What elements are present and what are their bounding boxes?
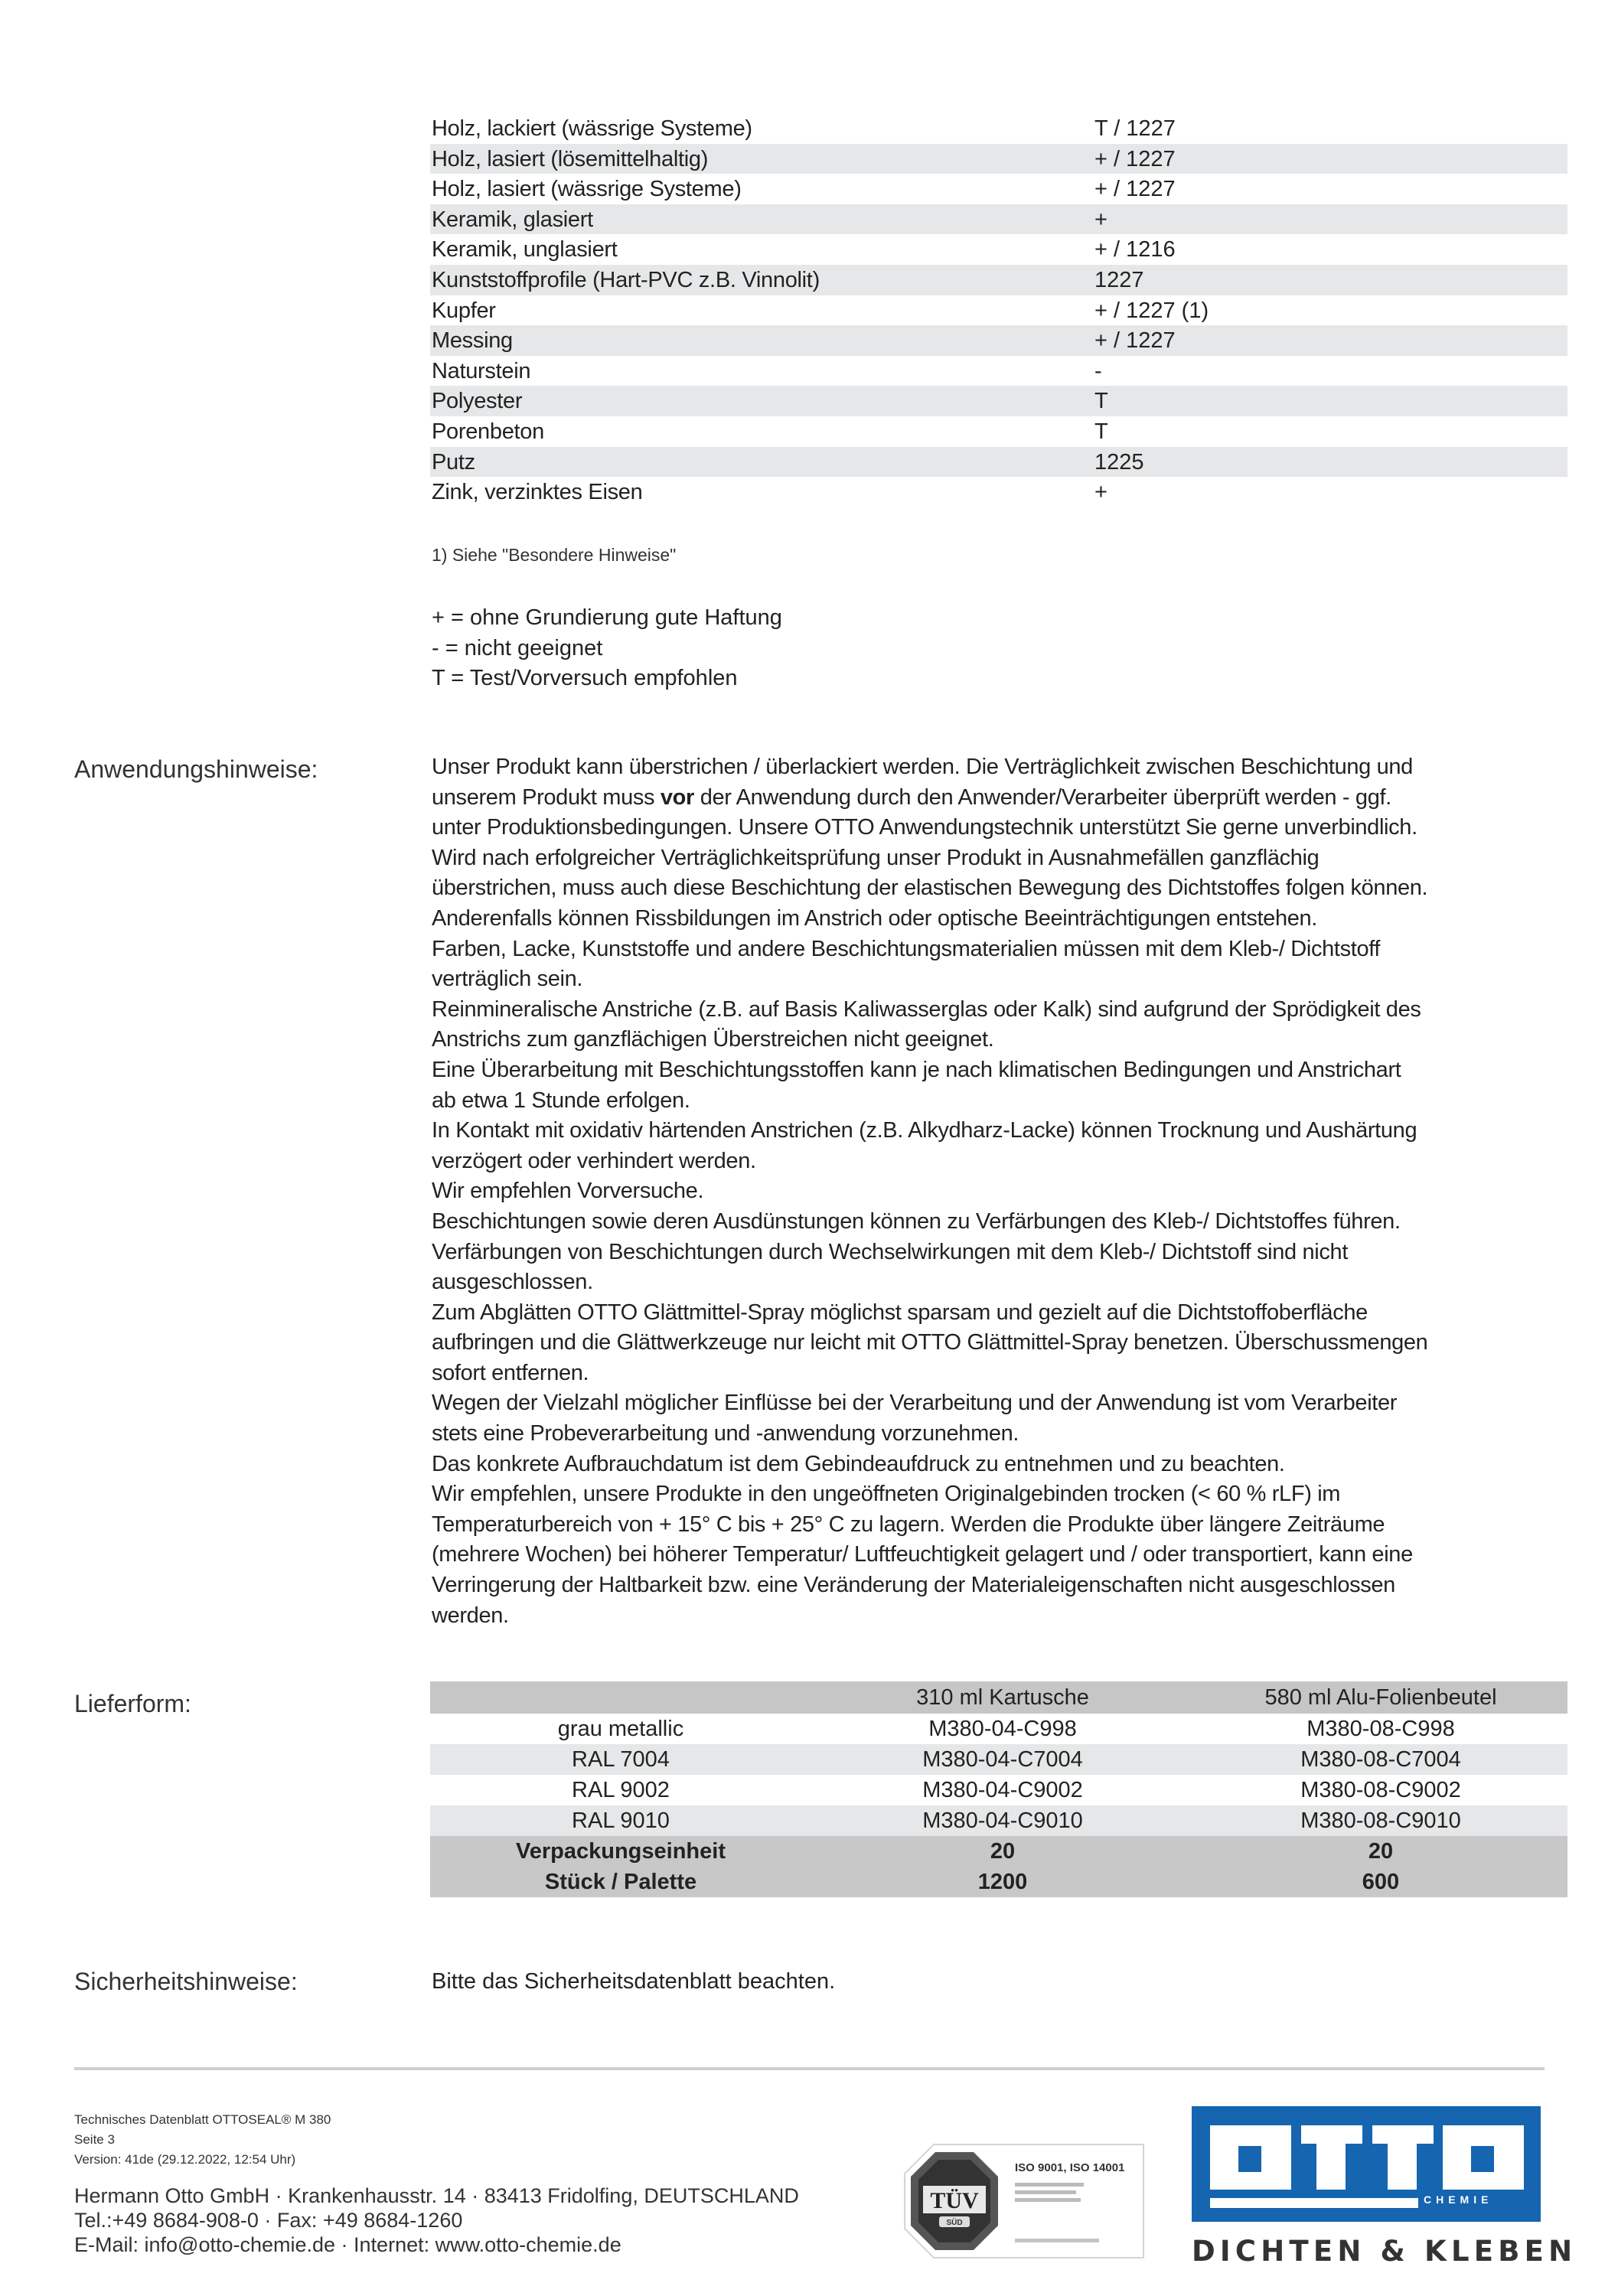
substrate-rating: - [1094,358,1102,383]
table-row [430,1805,1567,1836]
table-cell [430,1681,811,1714]
substrate-rating: 1225 [1094,449,1144,475]
text-line: aufbringen und die Glättwerkzeuge nur leicht mit OTTO Glättmittel-Spray benetzen. Überschussmengen [432,1330,1428,1355]
substrate-material: Kunststoffprofile (Hart-PVC z.B. Vinnolit) [432,267,820,292]
substrate-material: Naturstein [432,358,531,383]
substrate-rating: T [1094,419,1108,444]
section-label-sicherheitshinweise: Sicherheitshinweise: [74,1968,298,1995]
substrate-material: Putz [432,449,475,475]
table-cell: M380-04-C9010 [811,1805,1194,1836]
lieferform-table [430,1681,1567,1897]
tuv-certification-badge [903,2143,1145,2259]
table-cell: M380-04-C998 [928,1716,1077,1741]
substrate-material: Keramik, unglasiert [432,237,618,263]
company-address-line: Hermann Otto GmbH · Krankenhausstr. 14 · 83413 Fridolfing, DEUTSCHLAND [74,2184,799,2207]
text-line: Anderenfalls können Rissbildungen im Anstrich oder optische Beeinträchtigungen entstehen. [432,905,1318,931]
substrate-rating: + / 1227 [1094,177,1176,202]
text-line: ab etwa 1 Stunde erfolgen. [432,1088,690,1113]
table-cell: M380-08-C7004 [1194,1744,1567,1775]
text-fragment: unserem Produkt muss [432,784,661,810]
text-line: Zum Abglätten OTTO Glättmittel-Spray möglichst sparsam und gezielt auf die Dichtstoffoberfläche [432,1300,1368,1325]
legend-item-test: T = Test/Vorversuch empfohlen [432,666,738,690]
text-line: Beschichtungen sowie deren Ausdünstungen können zu Verfärbungen des Kleb-/ Dichtstoffes führen. [432,1208,1401,1234]
substrate-row [430,113,1567,144]
substrate-row [430,416,1567,447]
logo-bar [1210,2198,1418,2208]
table-cell: M380-04-C7004 [811,1744,1194,1775]
substrate-material: Holz, lasiert (wässrige Systeme) [432,177,742,202]
packaging-row [430,1836,1567,1867]
logo-tagline: DICHTEN & KLEBEN [1192,2235,1577,2268]
text-line: (mehrere Wochen) bei höherer Temperatur/ Luftfeuchtigkeit gelagert und / oder transportiert, kann eine [432,1542,1413,1567]
substrate-material: Keramik, glasiert [432,207,593,232]
document-title: Technisches Datenblatt OTTOSEAL® M 380 [74,2112,331,2127]
text-line: Wir empfehlen, unsere Produkte in den ungeöffneten Originalgebinden trocken (< 60 % rLF) im [432,1482,1341,1507]
section-label-anwendungshinweise: Anwendungshinweise: [74,755,318,783]
substrate-row [430,325,1567,356]
sicherheitshinweise-text: Bitte das Sicherheitsdatenblatt beachten. [432,1969,836,1994]
substrate-material: Zink, verzinktes Eisen [432,480,643,505]
table-cell: M380-08-C9002 [1300,1777,1461,1802]
substrate-material: Holz, lasiert (lösemittelhaltig) [432,146,709,171]
iso-description-line [1015,2190,1076,2194]
text-line: Anstrichs zum ganzflächigen Überstreichen nicht geeignet. [432,1027,994,1052]
table-cell: 20 [811,1836,1194,1867]
text-line: Reinmineralische Anstriche (z.B. auf Basis Kaliwasserglas oder Kalk) sind aufgrund der Sprödigkeit des [432,996,1421,1022]
substrate-adhesion-table [430,113,1567,507]
table-header-row [430,1681,1567,1714]
table-cell: RAL 9002 [572,1777,670,1802]
packaging-row [430,1867,1567,1897]
table-cell: 20 [1194,1836,1567,1867]
substrate-rating: T [1094,389,1108,414]
substrate-material: Polyester [432,389,523,414]
text-line: Wegen der Vielzahl möglicher Einflüsse bei der Verarbeitung und der Anwendung ist vom Verarbeiter [432,1391,1398,1416]
substrate-rating: 1227 [1094,267,1144,292]
substrate-material: Holz, lackiert (wässrige Systeme) [432,116,752,141]
company-address [74,2183,799,2257]
table-cell: RAL 7004 [430,1744,811,1775]
legend-item-minus: - = nicht geeignet [432,635,603,660]
tuv-url-line [1015,2239,1099,2242]
tuv-octagon-icon [911,2152,998,2250]
document-meta [74,2110,331,2170]
table-cell: 600 [1194,1867,1567,1897]
logo-chemie-text: CHEMIE [1424,2193,1493,2206]
text-line: verträglich sein. [432,967,583,992]
text-line: Wir empfehlen Vorversuche. [432,1179,704,1204]
substrate-row [430,356,1567,386]
text-line: ausgeschlossen. [432,1270,593,1295]
substrate-material: Porenbeton [432,419,544,444]
table-cell: RAL 9010 [430,1805,811,1836]
tuv-sud: SÜD [946,2219,963,2227]
substrate-material: Messing [432,328,513,354]
company-web-line: E-Mail: info@otto-chemie.de · Internet: www.otto-chemie.de [74,2233,621,2256]
substrate-rating: T / 1227 [1094,116,1176,141]
substrate-material: Kupfer [432,298,496,323]
substrate-rating: + / 1227 (1) [1094,298,1209,323]
text-line: stets eine Probeverarbeitung und -anwendung vorzunehmen. [432,1421,1019,1446]
text-fragment: der Anwendung durch den Anwender/Verarbeiter überprüft werden - ggf. [693,784,1391,810]
anwendungshinweise-text [432,752,1580,1631]
section-label-lieferform: Lieferform: [74,1690,191,1717]
text-line: In Kontakt mit oxidativ härtenden Anstrichen (z.B. Alkydharz-Lacke) können Trocknung und Aushärtung [432,1118,1417,1143]
text-line: unter Produktionsbedingungen. Unsere OTTO Anwendungstechnik unterstützt Sie gerne unverbindlich. [432,815,1417,840]
table-row [430,1744,1567,1775]
substrate-rating: + [1094,480,1107,505]
table-cell: grau metallic [557,1716,684,1741]
legend-item-plus: + = ohne Grundierung gute Haftung [432,605,782,630]
substrate-row [430,295,1567,326]
substrate-rating: + / 1227 [1094,328,1176,354]
text-line: werden. [432,1603,509,1628]
table-row [430,1714,1567,1744]
text-line: überstrichen, muss auch diese Beschichtung der elastischen Bewegung des Dichtstoffes folgen können. [432,876,1428,901]
substrate-row [430,386,1567,416]
table-cell: Stück / Palette [430,1867,811,1897]
text-line: sofort entfernen. [432,1360,589,1385]
table-row [430,1775,1567,1805]
table-cell: 310 ml Kartusche [811,1681,1194,1714]
text-line: Farben, Lacke, Kunststoffe und andere Beschichtungsmaterialien müssen mit dem Kleb-/ Dichtstoff [432,936,1381,961]
substrate-rating: + [1094,207,1107,232]
text-line: Das konkrete Aufbrauchdatum ist dem Gebindeaufdruck zu entnehmen und zu beachten. [432,1451,1285,1476]
substrate-rating: + / 1216 [1094,237,1176,263]
text-line: Eine Überarbeitung mit Beschichtungsstoffen kann je nach klimatischen Bedingungen und Anstrichart [432,1057,1401,1082]
tuv-mark: TÜV [930,2188,979,2213]
iso-certificates: ISO 9001, ISO 14001 [1015,2161,1125,2174]
substrate-row [430,234,1567,265]
text-line: Temperaturbereich von + 15° C bis + 25° C zu lagern. Werden die Produkte über längere Zeiträume [432,1512,1385,1537]
iso-description-line [1015,2198,1081,2202]
table-cell: 1200 [811,1867,1194,1897]
otto-chemie-logo [1192,2106,1541,2222]
substrate-row [430,204,1567,235]
table-cell: M380-08-C9010 [1194,1805,1567,1836]
text-line: Verfärbungen von Beschichtungen durch Wechselwirkungen mit dem Kleb-/ Dichtstoff sind nicht [432,1239,1349,1264]
table-cell: M380-08-C998 [1306,1716,1455,1741]
company-contact-line: Tel.:+49 8684-908-0 · Fax: +49 8684-1260 [74,2209,463,2232]
table-cell: M380-04-C9002 [922,1777,1083,1802]
substrate-row [430,265,1567,295]
substrate-row [430,447,1567,478]
document-version: Version: 41de (29.12.2022, 12:54 Uhr) [74,2152,296,2167]
text-line: Unser Produkt kann überstrichen / überlackiert werden. Die Verträglichkeit zwischen Beschichtung und [432,755,1413,779]
page-number: Seite 3 [74,2132,115,2147]
text-line: verzögert oder verhindert werden. [432,1148,756,1173]
footnote: 1) Siehe "Besondere Hinweise" [432,545,677,565]
table-cell: Verpackungseinheit [430,1836,811,1867]
substrate-rating: + / 1227 [1094,146,1176,171]
text-line: Wird nach erfolgreicher Verträglichkeitsprüfung unser Produkt in Ausnahmefällen ganzflächig [432,845,1320,870]
text-line: Verringerung der Haltbarkeit bzw. eine Veränderung der Materialeigenschaften nicht ausgeschlossen [432,1573,1395,1598]
iso-description-line [1015,2183,1084,2187]
footer-divider [74,2067,1545,2070]
emphasis: vor [660,784,694,810]
rating-legend [432,603,782,694]
text-line [432,783,1580,814]
table-cell: 580 ml Alu-Folienbeutel [1194,1681,1567,1714]
substrate-row [430,174,1567,204]
substrate-row [430,477,1567,507]
substrate-row [430,144,1567,174]
